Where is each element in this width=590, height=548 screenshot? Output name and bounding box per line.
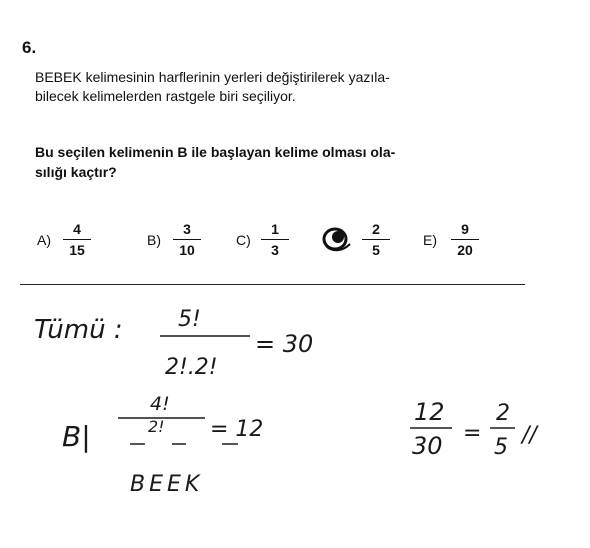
handwritten-solution xyxy=(0,296,590,526)
option-d-fraction xyxy=(360,220,392,259)
fraction-bar xyxy=(362,239,390,240)
prompt-line-1: Bu seçilen kelimenin B ile başlayan kelime olması ola- xyxy=(35,144,396,160)
option-d-numerator: 2 xyxy=(372,221,380,237)
prompt-line-2: sılığı kaçtır? xyxy=(35,164,117,180)
fraction-bar xyxy=(261,239,289,240)
hw-ratio-denominator: 30 xyxy=(412,432,443,460)
hw-total-label: Tümü : xyxy=(34,315,123,345)
option-b-numerator: 3 xyxy=(183,221,191,237)
option-c-denominator: 3 xyxy=(271,242,279,258)
fraction-bar xyxy=(451,239,479,240)
option-a-denominator: 15 xyxy=(69,242,85,258)
option-c-fraction xyxy=(259,220,291,259)
hw-b-numerator: 4! xyxy=(150,393,170,415)
hw-answer-mark: // xyxy=(522,423,537,448)
fraction-bar xyxy=(63,239,91,240)
stem-line-2: bilecek kelimelerden rastgele biri seçiliyor. xyxy=(35,88,296,104)
option-e-denominator: 20 xyxy=(457,242,473,258)
option-a-fraction xyxy=(61,220,93,259)
hw-ratio-numerator: 12 xyxy=(414,398,445,426)
option-e-label: E) xyxy=(423,232,437,248)
question-number: 6. xyxy=(22,38,37,57)
hw-total-result: = 30 xyxy=(255,330,314,358)
option-b-denominator: 10 xyxy=(179,242,195,258)
hw-answer-denominator: 5 xyxy=(494,435,508,460)
option-a-label: A) xyxy=(37,232,51,248)
fraction-bar xyxy=(173,239,201,240)
hw-b-denominator: 2! xyxy=(148,417,165,436)
hw-word: BEEK xyxy=(130,472,204,497)
option-b-label: B) xyxy=(147,232,161,248)
option-e-fraction xyxy=(449,220,481,259)
hw-b-result: = 12 xyxy=(210,417,264,442)
section-divider xyxy=(20,284,525,285)
hw-b-label: B| xyxy=(62,420,91,453)
hw-total-denominator: 2!.2! xyxy=(165,355,218,380)
question-stem xyxy=(35,68,535,106)
hw-answer-numerator: 2 xyxy=(496,401,510,426)
option-d-label xyxy=(329,232,344,248)
option-b-fraction xyxy=(171,220,203,259)
option-c-label: C) xyxy=(236,232,251,248)
option-e-numerator: 9 xyxy=(461,221,469,237)
hw-equals: = xyxy=(463,421,482,446)
question-prompt xyxy=(35,142,535,182)
option-c-numerator: 1 xyxy=(271,221,279,237)
option-d-denominator: 5 xyxy=(372,242,380,258)
hw-total-numerator: 5! xyxy=(178,307,201,332)
stem-line-1: BEBEK kelimesinin harflerinin yerleri değiştirilerek yazıla- xyxy=(35,69,390,85)
option-a-numerator: 4 xyxy=(73,221,81,237)
